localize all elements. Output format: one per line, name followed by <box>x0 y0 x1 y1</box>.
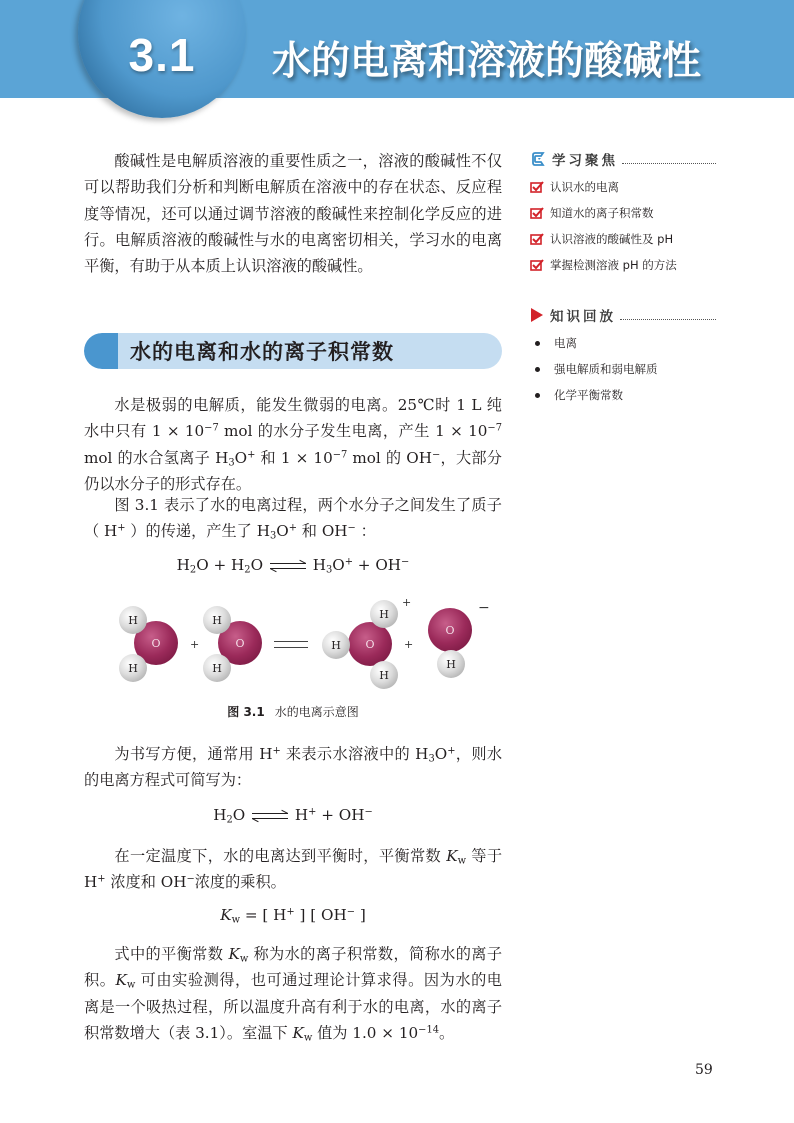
bullet-icon <box>535 367 540 372</box>
paragraph-water-ionization: 水是极弱的电解质，能发生微弱的电离。25℃时 1 L 纯水中只有 $1 \times 10^{-7}$ mol 的水分子发生电离，产生 $1 \times 10^{-7}$ mol 的水合氢离子 $H_3O^+$ 和 $1 \times 10^{-7}$ mol 的 OH−，大部分仍以水分子的形式存在。 <box>84 396 502 493</box>
equation-simplified-ionization: $H_2O$ H+ + OH− <box>213 806 373 826</box>
oxygen-atom: O <box>218 621 262 665</box>
checkbox-checked-icon <box>530 259 544 271</box>
hydrogen-atom: H <box>203 654 231 682</box>
intro-paragraph: 酸碱性是电解质溶液的重要性质之一，溶液的酸碱性不仅可以帮助我们分析和判断电解质在溶液中的存在状态、反应程度等情况，还可以通过调节溶液的酸碱性来控制化学反应的进行。电解质溶液的酸碱性与水的电离密切相关，学习水的电离平衡，有助于从本质上认识溶液的酸碱性。 <box>84 152 502 276</box>
hydrogen-atom: H <box>203 606 231 634</box>
figure-caption <box>84 703 502 720</box>
equilibrium-arrow-icon <box>270 560 306 572</box>
knowledge-review-title: 知识回放 <box>550 309 616 325</box>
hydrogen-atom: H <box>370 600 398 628</box>
knowledge-review-heading <box>530 304 716 326</box>
review-item <box>530 356 716 382</box>
learning-focus-heading <box>530 148 716 170</box>
review-item <box>530 330 716 356</box>
section-heading <box>84 333 502 369</box>
page-number: 59 <box>695 1062 713 1078</box>
review-item <box>530 382 716 408</box>
focus-item <box>530 252 716 278</box>
equation-water-autoionization: $H_2O + H_2O$ $H_3O^+ + OH^-$ <box>176 556 410 576</box>
bullet-icon <box>535 341 540 346</box>
oxygen-atom: O <box>348 622 392 666</box>
review-item-label: 电离 <box>554 336 577 350</box>
negative-charge: − <box>478 600 490 616</box>
section-number: 3.1 <box>128 29 196 81</box>
oxygen-atom: O <box>134 621 178 665</box>
paragraph-simplified-notation: 为书写方便，通常用 H+ 来表示水溶液中的 $H_3O^+$，则水的电离方程式可简写为： <box>84 745 503 790</box>
oxygen-atom: O <box>428 608 472 652</box>
equation-kw: $K_w$ = [ H+ ] [ OH− ] <box>220 906 366 926</box>
figure-label: 图 3.1 <box>227 705 265 719</box>
checkbox-checked-icon <box>530 207 544 219</box>
focus-item-label: 认识水的电离 <box>550 180 619 194</box>
plus-sign: + <box>404 638 414 651</box>
positive-charge: + <box>402 596 412 609</box>
focus-item <box>530 174 716 200</box>
equilibrium-arrow-icon <box>274 638 308 650</box>
chapter-title: 水的电离和溶液的酸碱性 <box>272 39 702 84</box>
section-heading-accent <box>84 333 118 369</box>
dotted-leader <box>620 311 716 320</box>
review-item-label: 化学平衡常数 <box>554 388 623 402</box>
hydrogen-atom: H <box>370 661 398 689</box>
focus-logo-icon <box>530 151 546 167</box>
figure-water-ionization-diagram <box>112 594 498 694</box>
play-triangle-icon <box>530 307 544 323</box>
focus-item <box>530 226 716 252</box>
focus-item-label: 认识溶液的酸碱性及 pH <box>550 232 674 246</box>
focus-item-label: 掌握检测溶液 pH 的方法 <box>550 258 677 272</box>
review-item-label: 强电解质和弱电解质 <box>554 362 658 376</box>
checkbox-checked-icon <box>530 181 544 193</box>
hydrogen-atom: H <box>119 606 147 634</box>
bullet-icon <box>535 393 540 398</box>
hydrogen-atom: H <box>119 654 147 682</box>
paragraph-ion-product: 式中的平衡常数 $K_w$ 称为水的离子积常数，简称水的离子积。$K_w$ 可由实验测得，也可通过理论计算求得。因为水的电离是一个吸热过程，所以温度升高有利于水的电离，水的离子积常数增大（表 3.1）。室温下 $K_w$ 值为 $1.0 \times 10^{-14}$。 <box>84 945 503 1044</box>
hydrogen-atom: H <box>322 631 350 659</box>
sidebar <box>530 148 716 408</box>
checkbox-checked-icon <box>530 233 544 245</box>
section-heading-text: 水的电离和水的离子积常数 <box>130 340 394 364</box>
paragraph-figure-intro: 图 3.1 表示了水的电离过程，两个水分子之间发生了质子（ H+ ）的传递，产生了 $H_3O^+$ 和 OH− ： <box>84 496 502 542</box>
focus-item <box>530 200 716 226</box>
figure-caption-text: 水的电离示意图 <box>274 705 359 719</box>
intro-section <box>84 148 502 279</box>
equilibrium-arrow-icon <box>252 810 288 822</box>
focus-item-label: 知道水的离子积常数 <box>550 206 654 220</box>
learning-focus-title: 学习聚焦 <box>552 153 618 169</box>
paragraph-kw-definition: 在一定温度下，水的电离达到平衡时，平衡常数 $K_w$ 等于 H+ 浓度和 OH−浓度的乘积。 <box>84 847 503 892</box>
dotted-leader <box>622 155 716 164</box>
hydrogen-atom: H <box>437 650 465 678</box>
plus-sign: + <box>190 638 200 651</box>
